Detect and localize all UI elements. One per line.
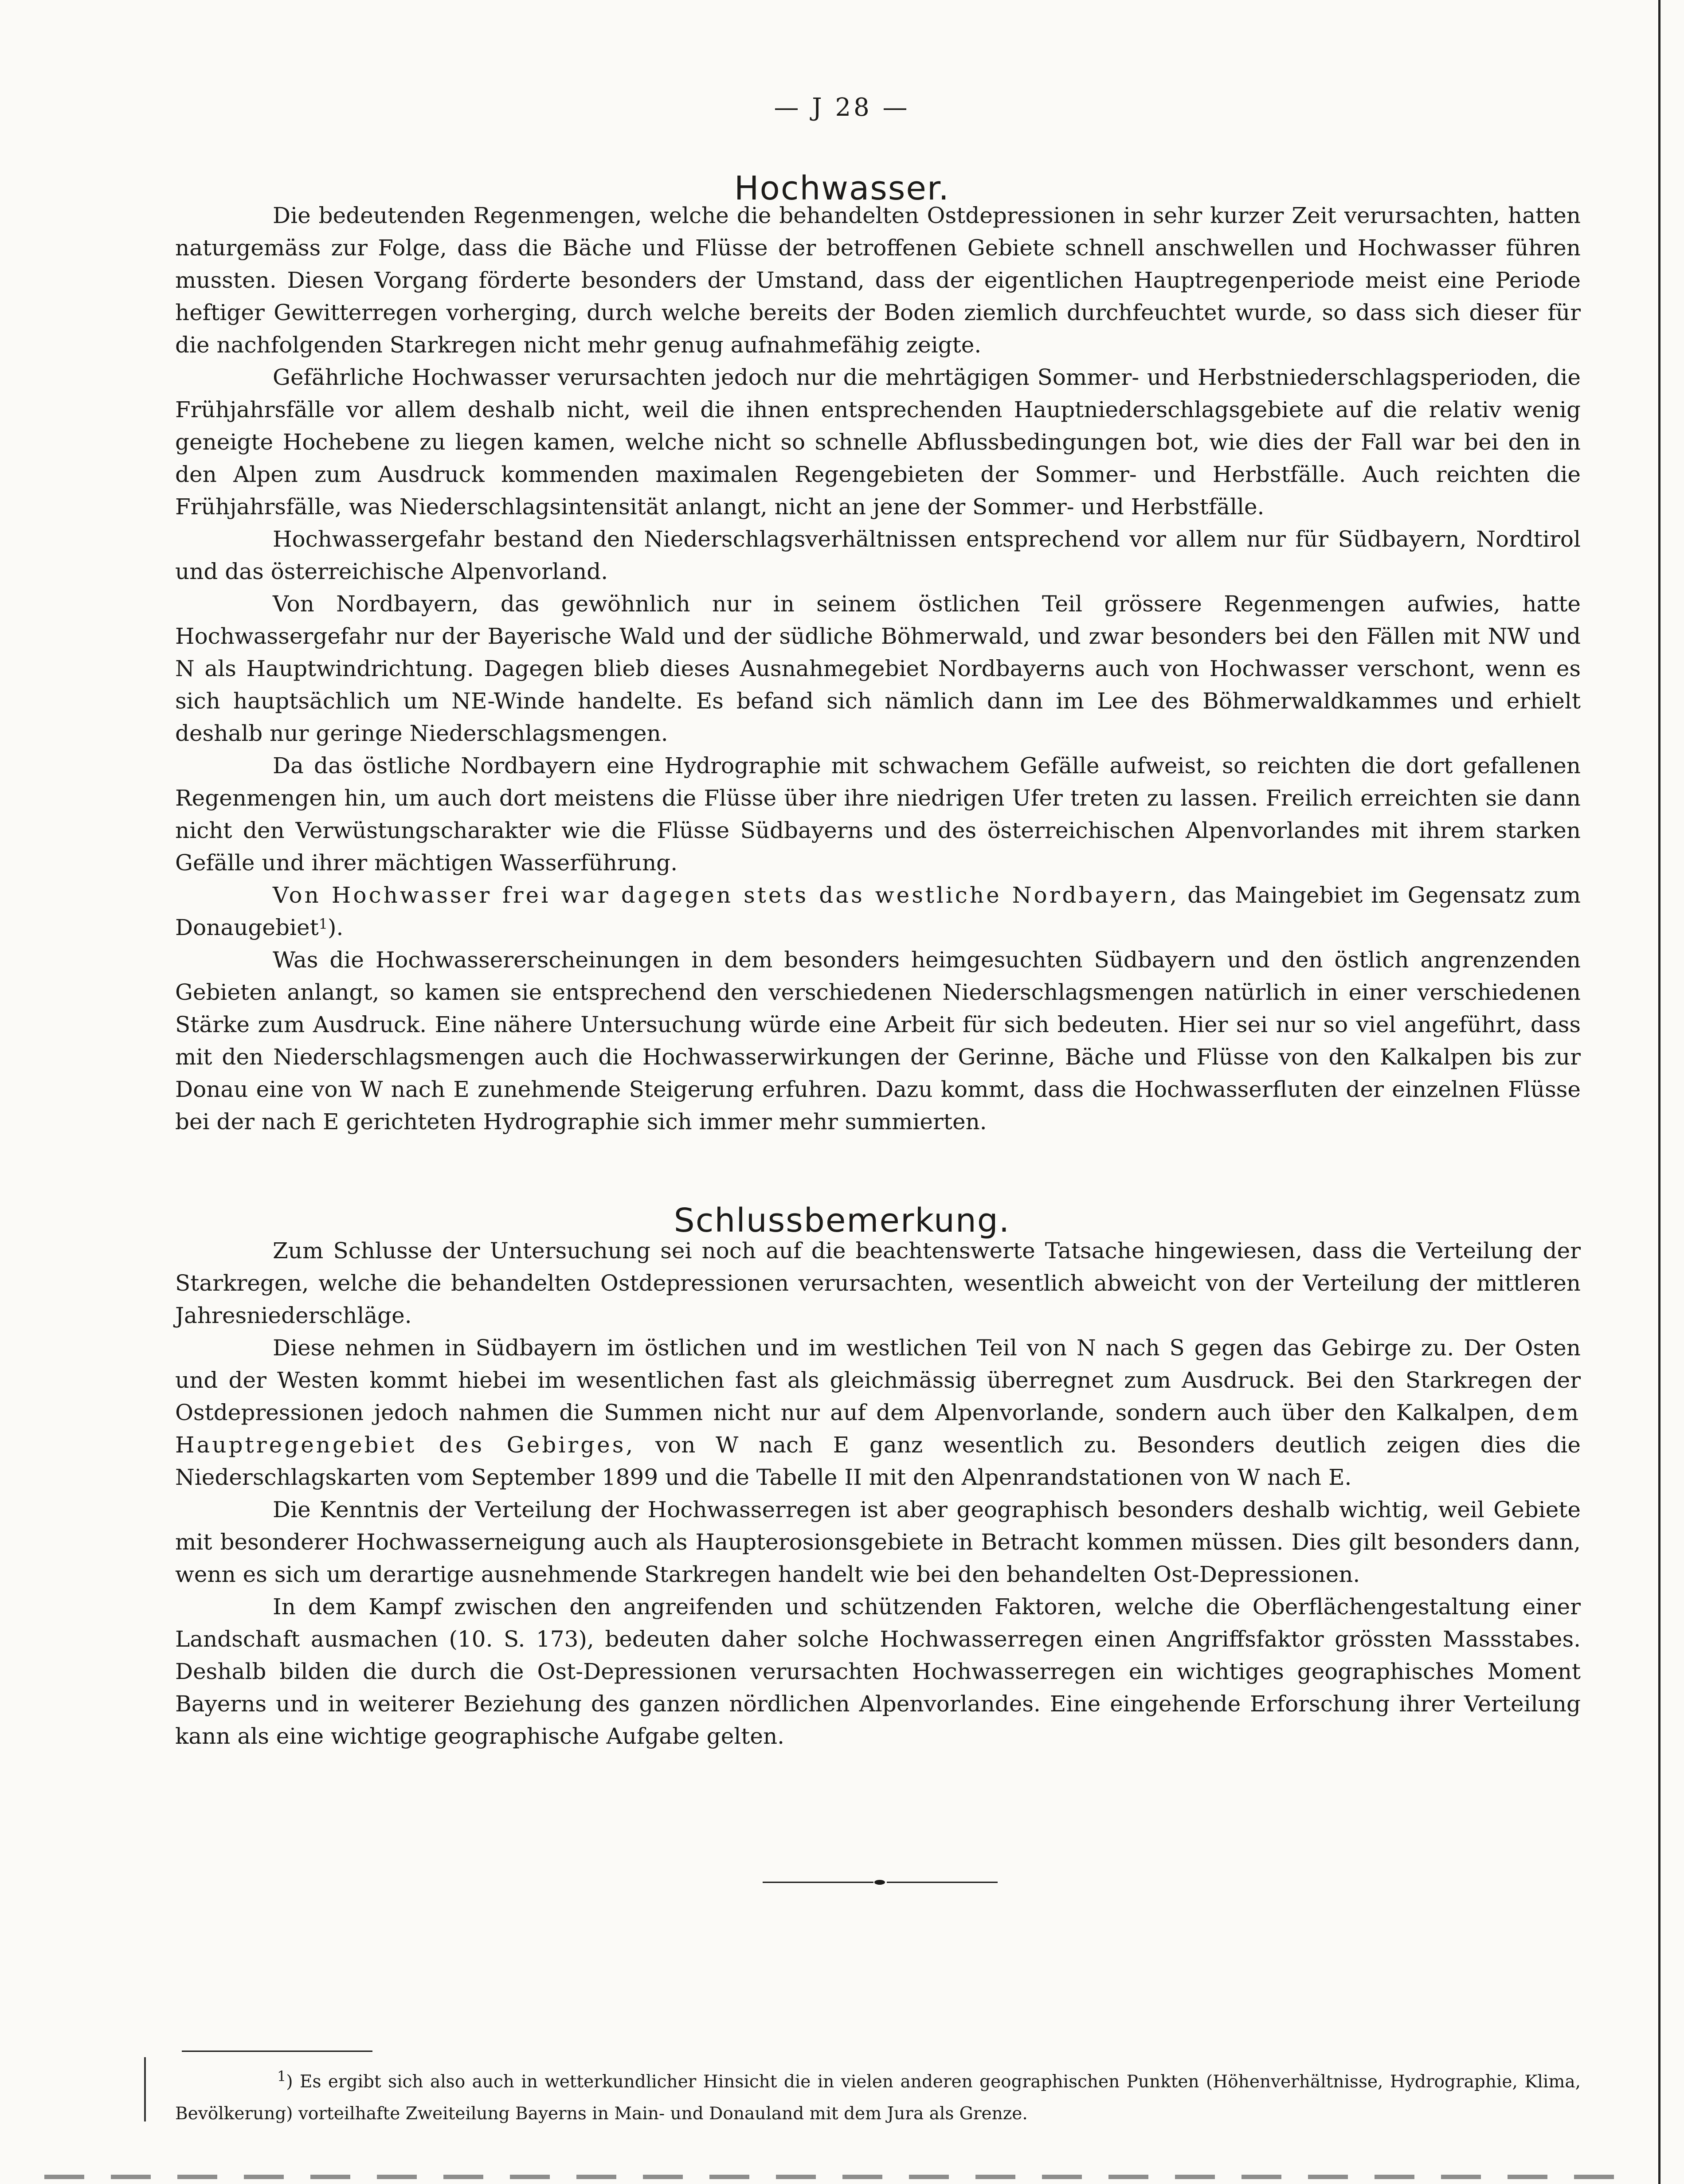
section-heading-hochwasser: Hochwasser. — [734, 169, 950, 207]
paragraph-text: von W nach E ganz wesentlich zu. Besonders deutlich zeigen dies die Niederschlagskarten vom September 1899 und die Tabelle II mit den Alpenrandstationen von W nach E. — [175, 1432, 1581, 1490]
paragraph — [175, 1332, 1581, 1494]
footnote-marker: 1 — [277, 2068, 286, 2085]
section-heading-schlussbemerkung: Schlussbemerkung. — [674, 1201, 1010, 1240]
section-body-hochwasser — [175, 200, 1581, 1138]
footnote-text — [175, 2066, 1581, 2130]
footnote — [175, 2066, 1581, 2130]
paragraph-text: Diese nehmen in Südbayern im östlichen und im westlichen Teil von N nach S gegen das Gebirge zu. Der Osten und der Westen kommt hiebei im wesentlichen fast als gleichmässig überregnet zum Ausdruck. Bei den Starkregen der Ostdepressionen jedoch nahmen die Summen nicht nur auf dem Alpenvorlande, sondern auch über den Kalkalpen, — [175, 1335, 1581, 1425]
paragraph: Von Nordbayern, das gewöhnlich nur in seinem östlichen Teil grössere Regenmengen aufwies, hatte Hochwassergefahr nur der Bayerische Wald und der südliche Böhmerwald, und zwar besonders bei den Fällen mit NW und N als Hauptwindrichtung. Dagegen blieb dieses Ausnahmegebiet Nordbayerns auch von Hochwasser verschont, wenn es sich hauptsächlich um NE-Winde handelte. Es befand sich nämlich dann im Lee des Böhmerwaldkammes und erhielt deshalb nur geringe Niederschlagsmengen. — [175, 591, 1581, 746]
closing-ornament — [763, 1880, 998, 1885]
paragraph: Zum Schlusse der Untersuchung sei noch auf die beachtenswerte Tatsache hingewiesen, dass die Verteilung der Starkregen, welche die behandelten Ostdepressionen verursachten, wesentlich abweicht von der Verteilung der mittleren Jahresniederschläge. — [175, 1238, 1581, 1328]
ornament-line-left — [763, 1882, 873, 1883]
paragraph: Die Kenntnis der Verteilung der Hochwasserregen ist aber geographisch besonders deshalb wichtig, weil Gebiete mit besonderer Hochwasserneigung auch als Haupterosionsgebiete in Betracht kommen müssen. Dies gilt besonders dann, wenn es sich um derartige ausnehmende Starkregen handelt wie bei den behandelten Ost-Depressionen. — [175, 1497, 1581, 1587]
section-body-schlussbemerkung — [175, 1235, 1581, 1753]
footnote-body: ) Es ergibt sich also auch in wetterkundlicher Hinsicht die in vielen anderen geographischen Punkten (Höhenverhältnisse, Hydrographie, Klima, Bevölkerung) vorteilhafte Zweiteilung Bayerns in Main- und Donauland mit dem Jura als Grenze. — [175, 2072, 1581, 2124]
paragraph: In dem Kampf zwischen den angreifenden und schützenden Faktoren, welche die Oberflächengestaltung einer Landschaft ausmachen (10. S. 173), bedeuten daher solche Hochwasserregen einen Angriffsfaktor grössten Massstabes. Deshalb bilden die durch die Ost-Depressionen verursachten Hochwasserregen ein wichtiges geographisches Moment Bayerns und in weiterer Beziehung des ganzen nördlichen Alpenvorlandes. Eine eingehende Erforschung ihrer Verteilung kann als eine wichtige geographische Aufgabe gelten. — [175, 1594, 1581, 1749]
ornament-dot — [874, 1880, 885, 1885]
ornament-line-right — [887, 1882, 998, 1883]
paragraph-text: das Maingebiet im Gegensatz zum Donaugebiet — [175, 882, 1581, 940]
paragraph: Da das östliche Nordbayern eine Hydrographie mit schwachem Gefälle aufweist, so reichten die dort gefallenen Regenmengen hin, um auch dort meistens die Flüsse über ihre niedrigen Ufer treten zu lassen. Freilich erreichten sie dann nicht den Verwüstungscharakter wie die Flüsse Südbayerns und des österreichischen Alpenvorlandes mit ihrem starken Gefälle und ihrer mächtigen Wasserführung. — [175, 753, 1581, 876]
margin-mark — [144, 2057, 146, 2121]
scan-edge-marks — [44, 2175, 1641, 2179]
paragraph — [175, 879, 1581, 944]
paragraph-text: ). — [328, 915, 344, 940]
page-number: — J 28 — — [774, 93, 910, 122]
footnote-rule — [182, 2051, 372, 2052]
spaced-emphasis: dem Hauptregengebiet des Gebirges, — [175, 1400, 1581, 1458]
paragraph: Die bedeutenden Regenmengen, welche die behandelten Ostdepressionen in sehr kurzer Zeit verursachten, hatten naturgemäss zur Folge, dass die Bäche und Flüsse der betroffenen Gebiete schnell anschwellen und Hochwasser führen mussten. Diesen Vorgang förderte besonders der Umstand, dass der eigentlichen Hauptregenperiode meist eine Periode heftiger Gewitterregen vorherging, durch welche bereits der Boden ziemlich durchfeuchtet wurde, so dass sich dieser für die nachfolgenden Starkregen nicht mehr genug aufnahmefähig zeigte. — [175, 203, 1581, 358]
footnote-reference: 1 — [318, 916, 328, 932]
paragraph: Gefährliche Hochwasser verursachten jedoch nur die mehrtägigen Sommer- und Herbstniederschlagsperioden, die Frühjahrsfälle vor allem deshalb nicht, weil die ihnen entsprechenden Hauptniederschlagsgebiete auf die relativ wenig geneigte Hochebene zu liegen kamen, welche nicht so schnelle Abflussbedingungen bot, wie dies der Fall war bei den in den Alpen zum Ausdruck kommenden maximalen Regengebieten der Sommer- und Herbstfälle. Auch reichten die Frühjahrsfälle, was Niederschlagsintensität anlangt, nicht an jene der Sommer- und Herbstfälle. — [175, 364, 1581, 520]
spaced-emphasis: Von Hochwasser frei war dagegen stets das westliche Nordbayern, — [273, 882, 1179, 908]
paragraph: Hochwassergefahr bestand den Niederschlagsverhältnissen entsprechend vor allem nur für Südbayern, Nordtirol und das österreichische Alpenvorland. — [175, 526, 1581, 584]
paragraph: Was die Hochwassererscheinungen in dem besonders heimgesuchten Südbayern und den östlich angrenzenden Gebieten anlangt, so kamen sie entsprechend den verschiedenen Niederschlagsmengen natürlich in einer verschiedenen Stärke zum Ausdruck. Eine nähere Untersuchung würde eine Arbeit für sich bedeuten. Hier sei nur so viel angeführt, dass mit den Niederschlagsmengen auch die Hochwasserwirkungen der Gerinne, Bäche und Flüsse von den Kalkalpen bis zur Donau eine von W nach E zunehmende Steigerung erfuhren. Dazu kommt, dass die Hochwasserfluten der einzelnen Flüsse bei der nach E gerichteten Hydrographie sich immer mehr summierten. — [175, 947, 1581, 1135]
page-edge-line — [1658, 0, 1661, 2184]
